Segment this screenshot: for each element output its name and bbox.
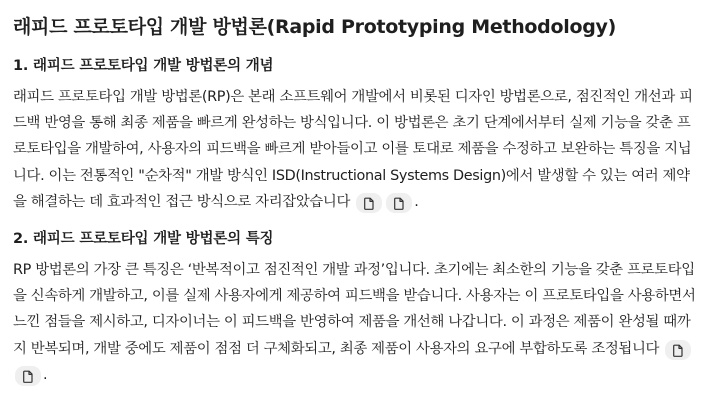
page-title: 래피드 프로토타입 개발 방법론(Rapid Prototyping Methodology) xyxy=(13,16,616,38)
document-icon xyxy=(672,344,684,357)
document-icon xyxy=(393,197,405,210)
paragraph-text: RP 방법론의 가장 큰 특징은 ‘반복적이고 점진적인 개발 과정’입니다. 초기에는 최소한의 기능을 갖춘 프로토타입을 신속하게 개발하고, 이를 실제 사용자에게 제공하여 피드백을 받습니다. 사용자는 이 프로토타입을 사용하면서 느낀 점들을 제시하고, 디자이너는 이 피드백을 반영하여 제품을 개선해 나갑니다. 이 과정은 제품이 완성될 때까지 반복되며, 개발 중에도 제품이 점점 더 구체화되고, 최종 제품이 사용자의 요구에 부합하도록 조정됩니다 xyxy=(13,262,696,357)
section-heading-features: 2. 래피드 프로토타입 개발 방법론의 특징 xyxy=(13,231,274,248)
citation-button[interactable] xyxy=(356,193,382,213)
document-icon xyxy=(22,370,34,383)
section-heading-concept: 1. 래피드 프로토타입 개발 방법론의 개념 xyxy=(13,58,274,74)
document-icon xyxy=(363,197,375,210)
citation-button[interactable] xyxy=(665,340,691,360)
paragraph-ending: . xyxy=(414,193,419,210)
paragraph-ending: . xyxy=(43,366,48,383)
citation-button[interactable] xyxy=(15,366,41,386)
citation-button[interactable] xyxy=(386,193,412,213)
section-paragraph-concept xyxy=(13,84,700,215)
section-paragraph-features xyxy=(13,257,700,388)
paragraph-text: 래피드 프로토타입 개발 방법론(RP)은 본래 소프트웨어 개발에서 비롯된 디자인 방법론으로, 점진적인 개선과 피드백 반영을 통해 최종 제품을 빠르게 완성하는 방식입니다. 이 방법론은 초기 단계에서부터 실제 기능을 갖춘 프로토타입을 개발하여, 사용자의 피드백을 빠르게 받아들이고 이를 토대로 제품을 수정하고 보완하는 특징을 지닙니다. 이는 전통적인 "순차적" 개발 방식인 ISD(Instructional Systems Design)에서 발생할 수 있는 여러 제약을 해결하는 데 효과적인 접근 방식으로 자리잡았습니다 xyxy=(13,89,693,210)
